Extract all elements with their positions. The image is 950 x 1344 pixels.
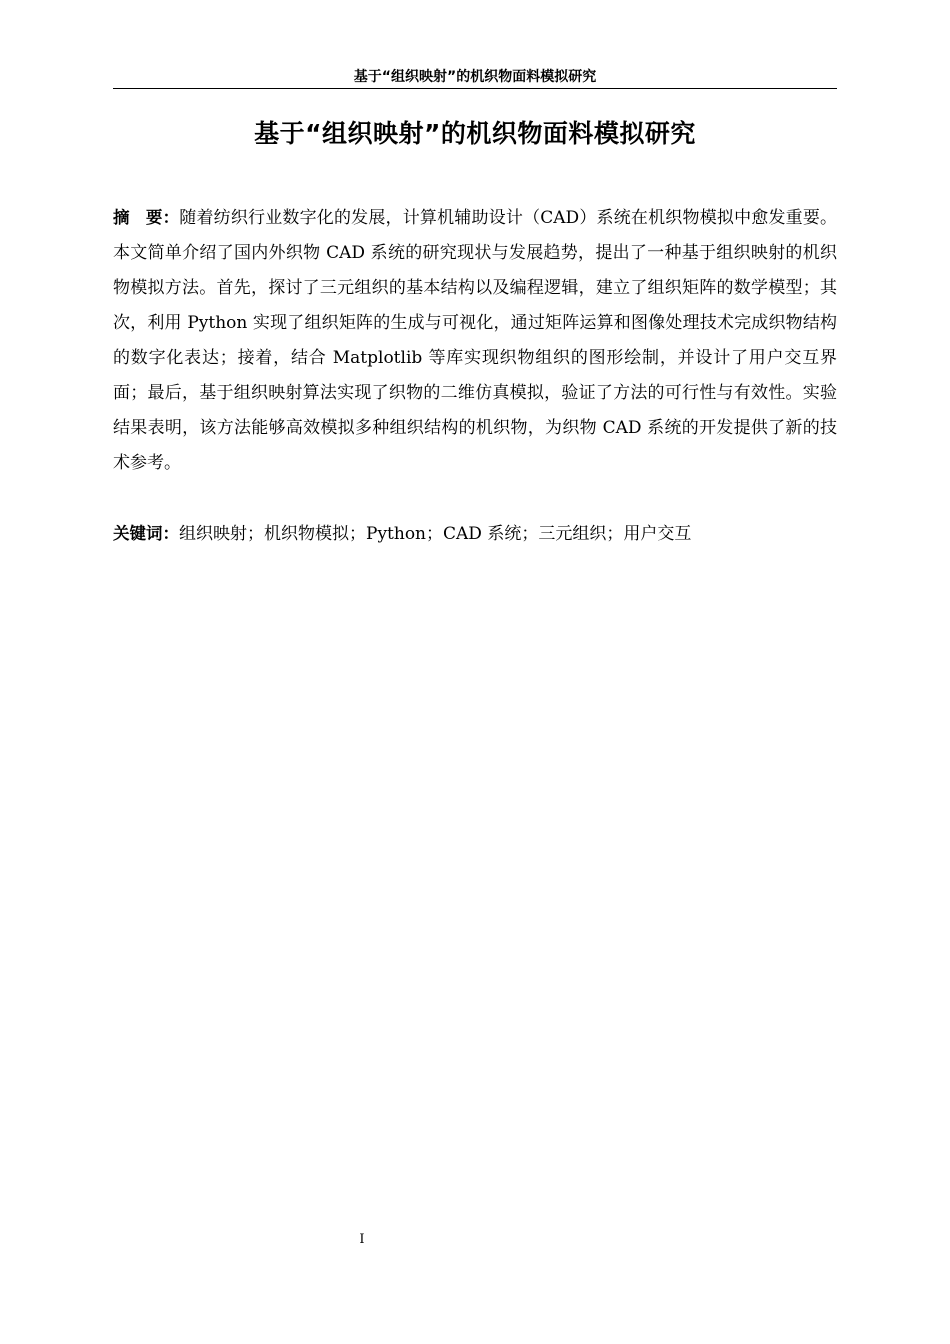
abstract-paragraph xyxy=(113,200,837,481)
keywords-text: 组织映射；机织物模拟；Python；CAD 系统；三元组织；用户交互 xyxy=(179,524,692,544)
abstract-text: 随着纺织行业数字化的发展，计算机辅助设计（CAD）系统在机织物模拟中愈发重要。本文简单介绍了国内外织物 CAD 系统的研究现状与发展趋势，提出了一种基于组织映射的机织物模拟方法。首先，探讨了三元组织的基本结构以及编程逻辑，建立了组织矩阵的数学模型；其次，利用 Python 实现了组织矩阵的生成与可视化，通过矩阵运算和图像处理技术完成织物结构的数字化表达；接着，结合 Matplotlib 等库实现织物组织的图形绘制，并设计了用户交互界面；最后，基于组织映射算法实现了织物的二维仿真模拟，验证了方法的可行性与有效性。实验结果表明，该方法能够高效模拟多种组织结构的机织物，为织物 CAD 系统的开发提供了新的技术参考。 xyxy=(113,208,838,473)
page-number: I xyxy=(359,1232,365,1247)
abstract-label-char2: 要： xyxy=(145,208,180,227)
abstract-label-char1: 摘 xyxy=(113,208,130,227)
keywords-label: 关键词： xyxy=(113,524,179,543)
abstract-label xyxy=(113,208,179,227)
header-divider xyxy=(113,88,837,89)
keywords-paragraph xyxy=(113,516,837,552)
running-header: 基于“组织映射”的机织物面料模拟研究 xyxy=(353,69,597,85)
paper-title: 基于“组织映射”的机织物面料模拟研究 xyxy=(254,119,696,148)
